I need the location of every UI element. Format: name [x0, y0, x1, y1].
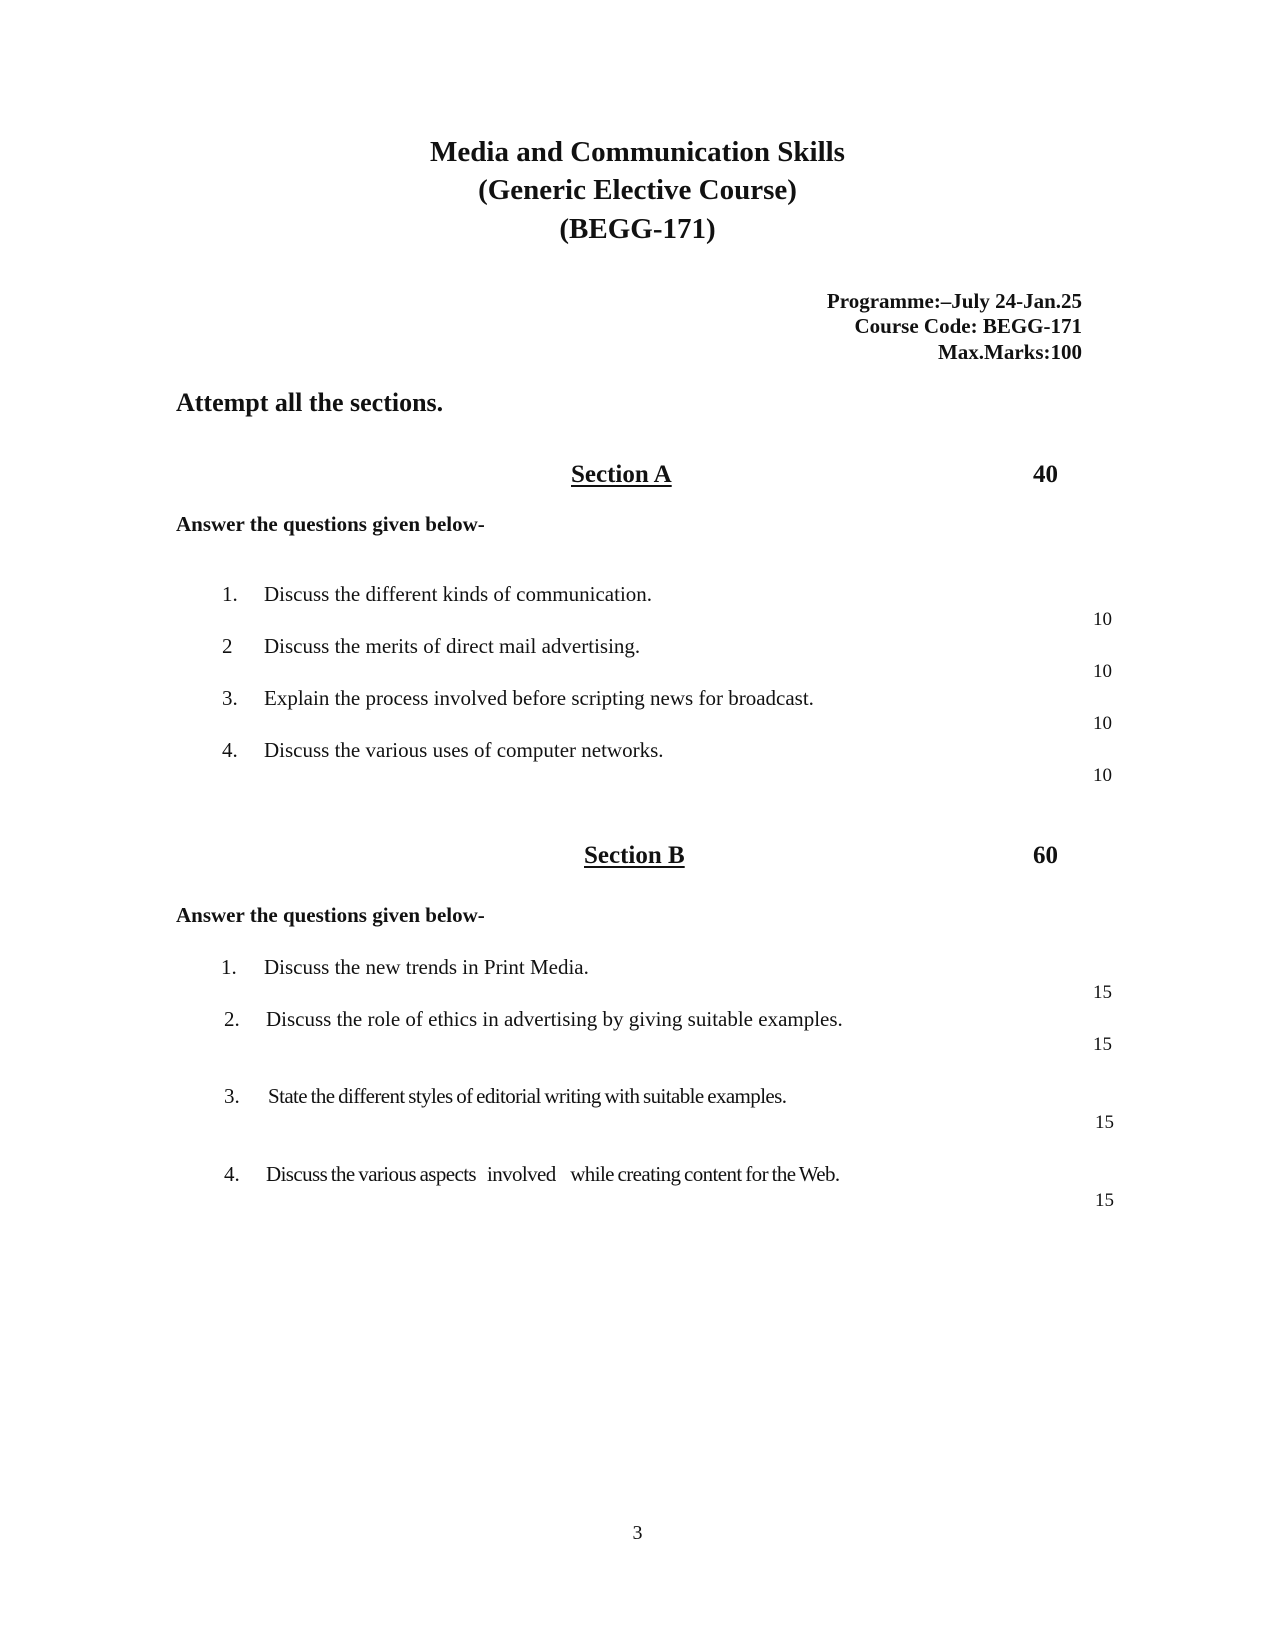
question-number: 2.: [224, 1007, 240, 1031]
question-number: 2: [222, 634, 233, 658]
course-code-info: Course Code: BEGG-171: [854, 314, 1082, 338]
document-course-code-title: (BEGG-171): [559, 213, 716, 245]
main-instruction: Attempt all the sections.: [176, 388, 444, 417]
question-marks: 10: [1093, 765, 1112, 786]
section-heading: Section B: [584, 842, 685, 869]
section-instruction: Answer the questions given below-: [176, 903, 485, 927]
question-number: 3.: [222, 686, 238, 710]
section-heading: Section A: [571, 461, 672, 488]
question-number: 3.: [224, 1084, 240, 1108]
page-number: 3: [632, 1522, 643, 1544]
question-text: Discuss the new trends in Print Media.: [264, 955, 589, 979]
question-text: Discuss the merits of direct mail advertising.: [264, 634, 641, 658]
question-number: 1.: [222, 582, 238, 606]
question-marks: 15: [1095, 1112, 1114, 1133]
question-text: State the different styles of editorial writing with suitable examples.: [268, 1084, 787, 1108]
max-marks-info: Max.Marks:100: [937, 340, 1082, 364]
question-text: Discuss the various uses of computer networks.: [264, 738, 664, 762]
question-text: Discuss the role of ethics in advertising by giving suitable examples.: [266, 1007, 843, 1031]
programme-info: Programme:–July 24-Jan.25: [826, 289, 1082, 313]
question-text: Explain the process involved before scripting news for broadcast.: [264, 686, 814, 710]
section-marks: 60: [1033, 842, 1058, 869]
question-marks: 15: [1095, 1190, 1114, 1211]
document-subtitle: (Generic Elective Course): [478, 174, 797, 206]
section-marks: 40: [1033, 461, 1058, 488]
question-marks: 15: [1093, 982, 1112, 1003]
question-marks: 10: [1093, 661, 1112, 682]
question-text: Discuss the different kinds of communication.: [264, 582, 653, 606]
question-marks: 10: [1093, 713, 1112, 734]
question-number: 4.: [222, 738, 238, 762]
question-number: 4.: [224, 1162, 240, 1186]
question-marks: 10: [1093, 609, 1112, 630]
question-text: Discuss the various aspects involved while creating content for the Web.: [266, 1162, 840, 1186]
document-title: Media and Communication Skills: [430, 136, 845, 168]
question-marks: 15: [1093, 1034, 1112, 1055]
section-instruction: Answer the questions given below-: [176, 512, 485, 536]
question-number: 1.: [221, 955, 237, 979]
